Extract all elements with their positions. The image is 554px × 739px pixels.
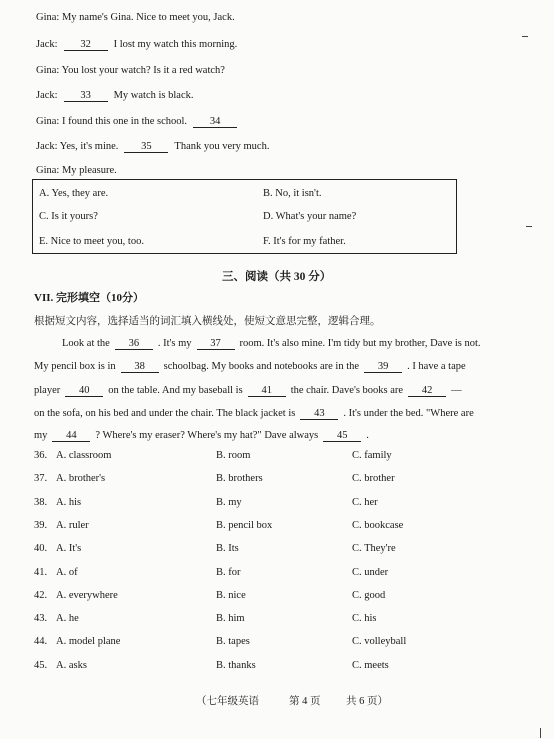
option-b: B. No, it isn't. [263, 188, 322, 199]
passage-text: . [366, 430, 369, 441]
passage-text: on the sofa, on his bed and under the chair. The black jacket is [34, 408, 296, 419]
question-number: 40. [34, 543, 48, 554]
dialogue-line [36, 39, 237, 51]
dialogue-text: Gina: I found this one in the school. [36, 116, 188, 127]
dialogue-line [36, 12, 235, 23]
passage-text: . It's my [157, 338, 192, 349]
dialogue-line [36, 141, 269, 153]
choice-b[interactable]: B. Its [216, 543, 239, 554]
passage-text: room. It's also mine. I'm tidy but my brother, Dave is not. [239, 338, 481, 349]
choice-c[interactable]: C. brother [352, 473, 395, 484]
choice-b[interactable]: B. nice [216, 590, 246, 601]
footer-page: 第 4 页 [289, 696, 321, 707]
choice-c[interactable]: C. bookcase [352, 520, 404, 531]
cloze-blank[interactable]: 37 [197, 338, 235, 350]
passage-text: . I have a tape [407, 361, 466, 372]
choice-b[interactable]: B. pencil box [216, 520, 273, 531]
option-a: A. Yes, they are. [39, 188, 109, 199]
cloze-blank[interactable]: 41 [248, 385, 286, 397]
choice-a[interactable]: A. everywhere [56, 590, 118, 601]
choice-a[interactable]: A. of [56, 567, 78, 578]
scan-mark [522, 36, 528, 37]
choice-c[interactable]: C. volleyball [352, 636, 407, 647]
choice-c[interactable]: C. his [352, 613, 377, 624]
dialogue-text: Jack: Yes, it's mine. [36, 141, 119, 152]
question-number: 42. [34, 590, 48, 601]
passage-text: My pencil box is in [34, 361, 116, 372]
answer-blank[interactable]: 33 [64, 90, 108, 102]
question-number: 38. [34, 497, 48, 508]
choice-c[interactable]: C. meets [352, 660, 389, 671]
answer-blank[interactable]: 34 [193, 116, 237, 128]
passage-line [34, 361, 466, 373]
question-number: 39. [34, 520, 48, 531]
footer-grade: （七年级英语 [196, 696, 259, 707]
answer-blank[interactable]: 35 [124, 141, 168, 153]
passage-text: Look at the [62, 338, 110, 349]
cloze-blank[interactable]: 40 [65, 385, 103, 397]
question-number: 37. [34, 473, 48, 484]
dialogue-text: I lost my watch this morning. [113, 39, 238, 50]
dialogue-line [36, 116, 243, 128]
question-number: 36. [34, 450, 48, 461]
question-number: 41. [34, 567, 48, 578]
choice-a[interactable]: A. brother's [56, 473, 106, 484]
passage-text: my [34, 430, 48, 441]
choice-c[interactable]: C. good [352, 590, 386, 601]
choice-c[interactable]: C. her [352, 497, 378, 508]
choice-a[interactable]: A. ruler [56, 520, 89, 531]
choice-c[interactable]: C. under [352, 567, 389, 578]
passage-text: the chair. Dave's books are [290, 385, 404, 396]
choice-b[interactable]: B. brothers [216, 473, 263, 484]
dialogue-line [36, 165, 117, 176]
dialogue-text: Jack: [36, 90, 58, 101]
question-number: 43. [34, 613, 48, 624]
choice-b[interactable]: B. tapes [216, 636, 250, 647]
dialogue-text: Gina: My pleasure. [36, 165, 117, 176]
passage-line [34, 430, 369, 442]
dialogue-text: Thank you very much. [174, 141, 270, 152]
scan-mark [540, 728, 541, 738]
choice-c[interactable]: C. They're [352, 543, 396, 554]
option-e: E. Nice to meet you, too. [39, 236, 144, 247]
passage-line [34, 408, 474, 420]
choice-a[interactable]: A. model plane [56, 636, 121, 647]
dialogue-line [36, 90, 193, 102]
answer-blank[interactable]: 32 [64, 39, 108, 51]
choice-b[interactable]: B. my [216, 497, 242, 508]
scan-mark [526, 226, 532, 227]
choice-a[interactable]: A. classroom [56, 450, 112, 461]
passage-text: schoolbag. My books and notebooks are in the [163, 361, 360, 372]
option-f: F. It's for my father. [263, 236, 346, 247]
passage-text: . It's under the bed. "Where are [343, 408, 474, 419]
instruction-text: 根据短文内容，选择适当的词汇填入横线处，使短文意思完整，逻辑合理。 [34, 316, 381, 327]
passage-text: ? Where's my eraser? Where's my hat?" Dave always [95, 430, 319, 441]
dialogue-text: Gina: You lost your watch? Is it a red watch? [36, 65, 225, 76]
choice-b[interactable]: B. him [216, 613, 245, 624]
cloze-blank[interactable]: 45 [323, 430, 361, 442]
dialogue-text: My watch is black. [113, 90, 194, 101]
choice-a[interactable]: A. asks [56, 660, 87, 671]
footer-total: 共 6 页） [346, 696, 388, 707]
part-title: VII. 完形填空（10分） [34, 292, 145, 304]
choice-b[interactable]: B. for [216, 567, 241, 578]
option-c: C. Is it yours? [39, 211, 98, 222]
section-title: 三、阅读（共 30 分） [222, 271, 332, 283]
passage-line [34, 385, 462, 397]
choice-c[interactable]: C. family [352, 450, 392, 461]
dialogue-text: Gina: My name's Gina. Nice to meet you, Jack. [36, 12, 235, 23]
dialogue-line [36, 65, 225, 76]
passage-text: on the table. And my baseball is [108, 385, 243, 396]
options-box [32, 179, 457, 254]
dialogue-text: Jack: [36, 39, 58, 50]
choice-a[interactable]: A. he [56, 613, 79, 624]
cloze-blank[interactable]: 42 [408, 385, 446, 397]
question-number: 45. [34, 660, 48, 671]
cloze-blank[interactable]: 38 [121, 361, 159, 373]
passage-text: — [451, 385, 462, 396]
option-d: D. What's your name? [263, 211, 357, 222]
cloze-blank[interactable]: 44 [52, 430, 90, 442]
choice-a[interactable]: A. his [56, 497, 82, 508]
passage-text: player [34, 385, 61, 396]
question-number: 44. [34, 636, 48, 647]
cloze-blank[interactable]: 36 [115, 338, 153, 350]
cloze-blank[interactable]: 39 [364, 361, 402, 373]
cloze-blank[interactable]: 43 [300, 408, 338, 420]
choice-a[interactable]: A. It's [56, 543, 82, 554]
passage-line [62, 338, 481, 350]
choice-b[interactable]: B. thanks [216, 660, 256, 671]
choice-b[interactable]: B. room [216, 450, 251, 461]
